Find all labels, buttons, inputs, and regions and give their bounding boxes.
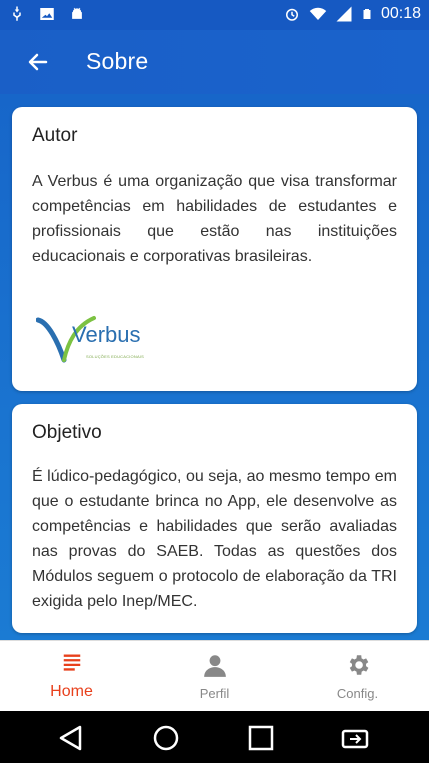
wifi-icon [309,5,327,23]
objective-card-text: É lúdico-pedagógico, ou seja, ao mesmo tempo em que o estudante brinca no App, ele desenvolve as competências e habilidades que serão avaliadas nas provas do SAEB. Todas as questões dos Módulos seguem o protocolo de elaboração da TRI exigida pelo Inep/MEC. [32,468,397,610]
status-bar [0,0,429,30]
author-card-text: A Verbus é uma organização que visa transformar competências em habilidades de estudantes e profissionais que estão nas instituições educacionais e corporativas brasileiras. [32,173,397,265]
image-icon [38,5,56,23]
nav-profile-label: Perfil [199,685,230,701]
back-button[interactable] [18,44,58,80]
logo-name: Verbus [72,322,141,347]
gear-icon [345,652,371,678]
verbus-logo [36,312,146,370]
back-triangle-icon[interactable] [56,723,86,753]
nav-profile[interactable] [143,641,286,711]
author-card [12,107,417,391]
cell-signal-icon [335,5,353,23]
system-navigation-bar [0,711,429,763]
bottom-navigation [0,640,429,711]
app-bar [0,30,429,94]
alarm-icon [283,5,301,23]
screen-rotate-icon[interactable] [340,723,370,753]
author-card-title: Autor [32,125,78,146]
nav-settings-label: Config. [336,685,379,701]
nav-settings[interactable] [286,641,429,711]
nav-home[interactable] [0,641,143,711]
list-icon [61,652,83,674]
page-title: Sobre [86,48,149,74]
person-icon [202,652,228,678]
objective-card [12,404,417,633]
logo-subtitle: SOLUÇÕES EDUCACIONAIS [86,354,144,359]
android-icon [68,5,86,23]
usb-icon [8,5,26,23]
objective-card-title: Objetivo [32,422,102,443]
nav-home-label: Home [50,682,93,700]
battery-icon [361,5,373,23]
status-time: 00:18 [380,5,421,22]
content-area[interactable] [0,94,429,640]
home-circle-icon[interactable] [151,723,181,753]
recents-square-icon[interactable] [246,723,276,753]
arrow-back-icon [26,50,50,74]
